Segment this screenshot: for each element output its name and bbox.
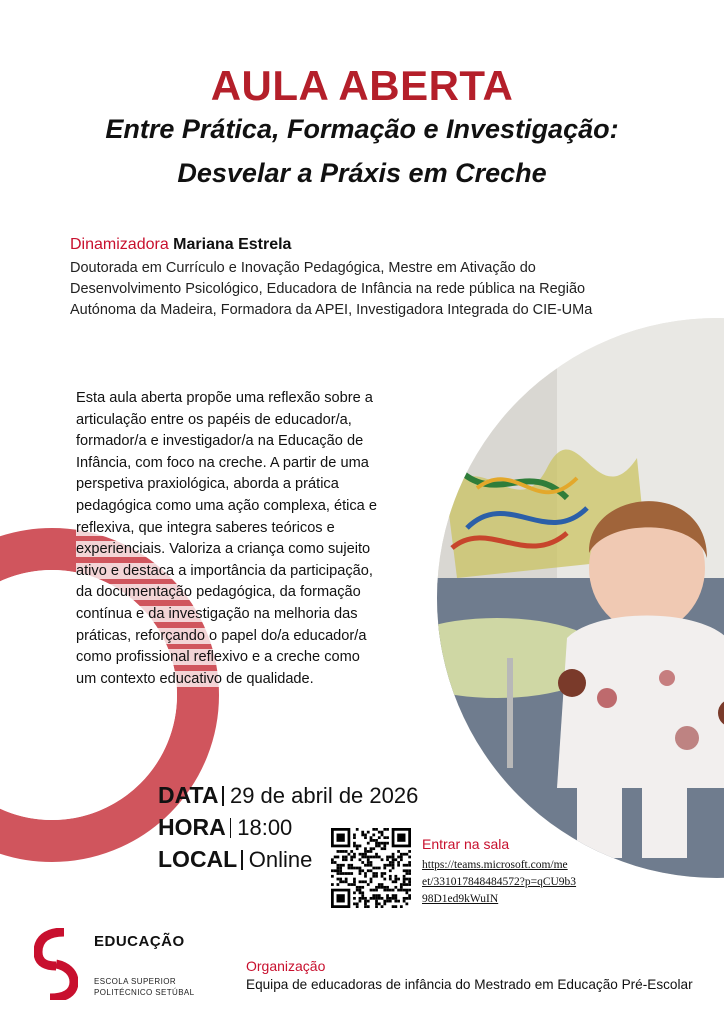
description-line: reflexiva, que integra saberes teóricos e: [76, 519, 335, 536]
child-photo-illustration: [437, 318, 724, 878]
date-label: DATA: [158, 782, 219, 808]
date-value: 29 de abril de 2026: [229, 783, 419, 808]
description-line: experienciais. Valoriza a criança como sujeito: [76, 541, 371, 558]
subtitle-line-2: Desvelar a Práxis em Creche: [177, 158, 547, 188]
bio-line: Desenvolvimento Psicológico, Educadora de Infância na rede pública na Região: [70, 281, 586, 297]
facilitator-bio: [70, 258, 680, 321]
description-line: Infância, com foco na creche. A partir de uma: [76, 454, 369, 471]
event-date: [158, 782, 418, 809]
subtitle-line-1: Entre Prática, Formação e Investigação:: [105, 114, 619, 144]
link-line[interactable]: 98D1ed9kWuIN: [422, 893, 499, 905]
location-label: LOCAL: [158, 846, 238, 872]
description-line: contínua e da investigação na melhoria das: [76, 605, 358, 622]
description-line: da documentação pedagógica, da formação: [76, 584, 361, 601]
qr-code-graphic: [331, 828, 411, 908]
event-location: [158, 846, 312, 873]
description-line: perspetiva praxiológica, aborda a prática: [76, 476, 339, 493]
description-line: Esta aula aberta propõe uma reflexão sobre a: [76, 390, 373, 406]
qr-code[interactable]: [331, 828, 411, 908]
logo-title: EDUCAÇÃO: [94, 933, 185, 950]
child-photo: [437, 318, 724, 878]
location-value: Online: [248, 847, 313, 872]
facilitator-heading: [70, 236, 291, 254]
time-value: 18:00: [237, 815, 293, 840]
school-logo-icon: [34, 928, 78, 1000]
description-line: formador/a e investigador/a na Educação de: [76, 433, 364, 450]
link-line[interactable]: et/331017848484572?p=qCU9b3: [422, 876, 577, 888]
bio-line: Doutorada em Currículo e Inovação Pedagógica, Mestre em Ativação do: [70, 260, 536, 276]
meeting-link[interactable]: [422, 857, 614, 908]
link-line[interactable]: https://teams.microsoft.com/me: [422, 859, 568, 871]
description-text: [76, 388, 438, 690]
page-title: AULA ABERTA: [210, 62, 514, 109]
time-label: HORA: [158, 814, 226, 840]
description-line: práticas, reforçando o papel do/a educador/a: [76, 627, 367, 644]
organization-text: Equipa de educadoras de infância do Mestrado em Educação Pré-Escolar: [246, 977, 693, 992]
event-time: [158, 814, 292, 841]
description-line: articulação entre os papéis de educador/a,: [76, 411, 352, 428]
description-line: como profissional reflexivo e a creche como: [76, 649, 360, 666]
description-line: pedagógica como uma ação complexa, ética e: [76, 497, 377, 514]
description-line: um contexto educativo de qualidade.: [76, 670, 314, 687]
facilitator-role: Dinamizadora: [70, 236, 169, 253]
description-line: ativo e destaca a importância da participação,: [76, 562, 373, 579]
organization-label: Organização: [246, 958, 326, 974]
join-label: Entrar na sala: [422, 836, 510, 852]
bio-line: Autónoma da Madeira, Formadora da APEI, Investigadora Integrada do CIE-UMa: [70, 302, 593, 318]
logo-subtitle: ESCOLA SUPERIOR POLITÉCNICO SETÚBAL: [94, 977, 195, 997]
facilitator-name: Mariana Estrela: [173, 236, 292, 253]
